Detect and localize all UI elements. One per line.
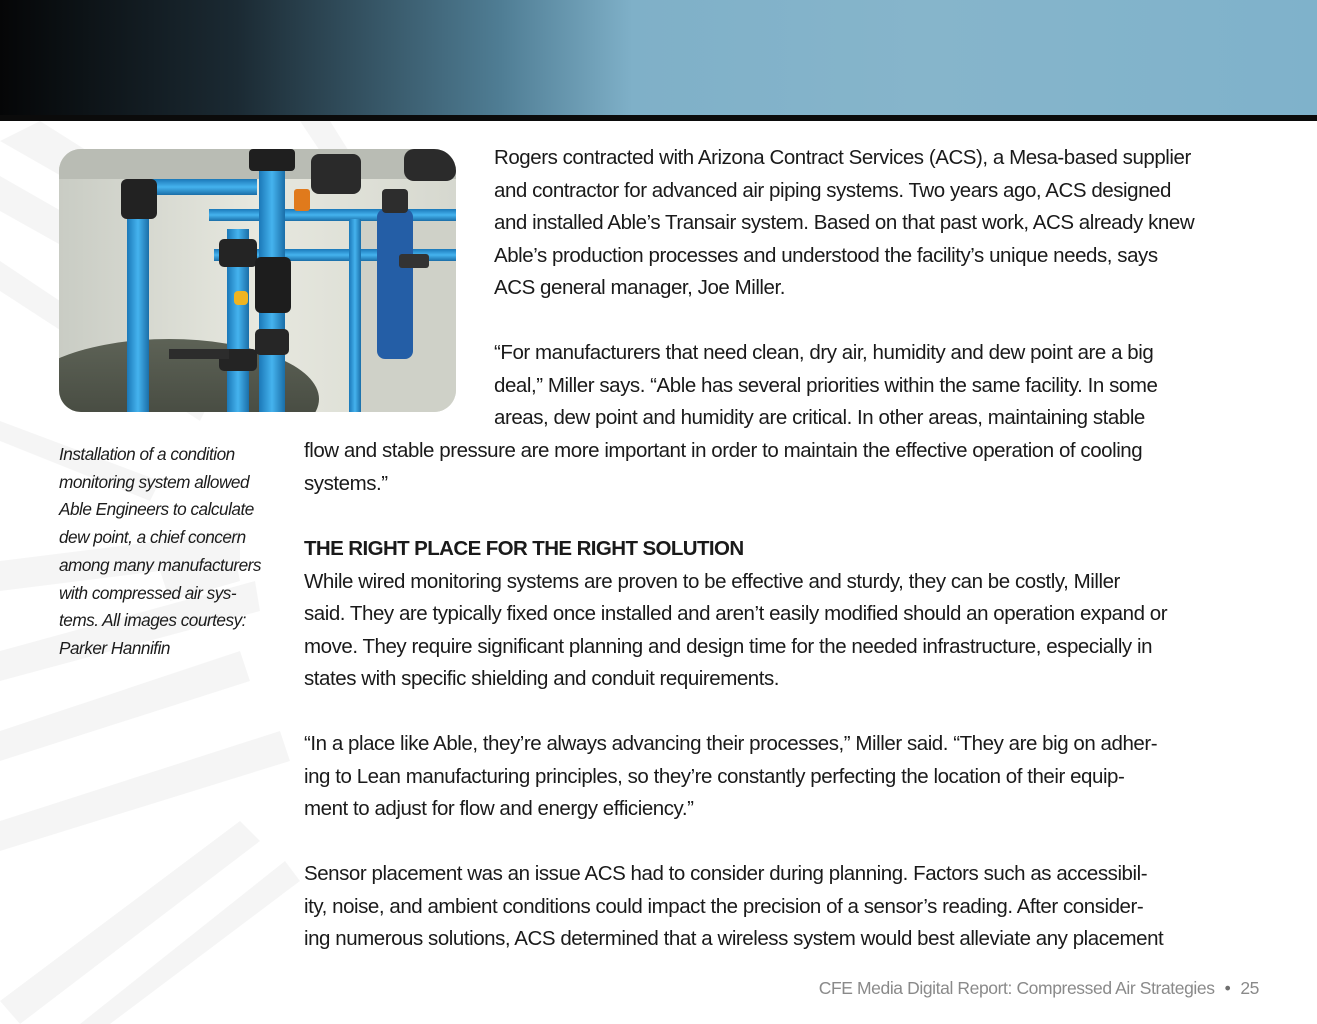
caption-line: dew point, a chief concern <box>59 527 246 548</box>
caption-line: Able Engineers to calculate <box>59 499 254 520</box>
footer-bullet: • <box>1224 978 1231 998</box>
caption-line: among many manufacturers <box>59 554 261 575</box>
caption-line: with compressed air sys- <box>59 582 237 603</box>
section-heading: THE RIGHT PLACE FOR THE RIGHT SOLUTION <box>304 537 744 560</box>
article-line: While wired monitoring systems are proven to be effective and sturdy, they can be costly, Miller <box>304 569 1120 593</box>
article-line: states with specific shielding and conduit requirements. <box>304 667 780 690</box>
article-line: and installed Able’s Transair system. Based on that past work, ACS already knew <box>494 211 1195 234</box>
article-paragraph <box>304 728 1157 826</box>
article-paragraph <box>304 858 1163 956</box>
article-line <box>494 305 1194 338</box>
page-number: 25 <box>1240 978 1259 998</box>
caption-line: Parker Hannifin <box>59 637 170 658</box>
header-banner <box>0 0 1317 115</box>
article-line: ing numerous solutions, ACS determined that a wireless system would best alleviate any placement <box>304 927 1164 950</box>
article-quote-continuation <box>304 435 1142 500</box>
article-line: ity, noise, and ambient conditions could impact the precision of a sensor’s reading. After consider- <box>304 894 1144 918</box>
article-line: ACS general manager, Joe Miller. <box>494 276 785 299</box>
article-line: Sensor placement was an issue ACS had to consider during planning. Factors such as accessibil- <box>304 862 1148 885</box>
article-line: “In a place like Able, they’re always advancing their processes,” Miller said. “They are big on adher- <box>304 732 1158 755</box>
footer-publication: CFE Media Digital Report: Compressed Air Strategies <box>818 978 1215 998</box>
article-line: Rogers contracted with Arizona Contract Services (ACS), a Mesa-based supplier <box>494 146 1191 169</box>
article-line: areas, dew point and humidity are critical. In other areas, maintaining stable <box>494 406 1145 429</box>
article-line: Able’s production processes and understood the facility’s unique needs, says <box>494 243 1158 267</box>
article-line: flow and stable pressure are more important in order to maintain the effective operation of cooling <box>304 439 1143 462</box>
caption-line: monitoring system allowed <box>59 471 250 492</box>
piping-photo <box>59 149 456 412</box>
compressed-air-piping-photo-icon <box>59 149 456 412</box>
article-line: and contractor for advanced air piping systems. Two years ago, ACS designed <box>494 178 1171 202</box>
article-line: move. They require significant planning and design time for the needed infrastructure, especially in <box>304 634 1153 658</box>
article-line: ment to adjust for flow and energy efficiency.” <box>304 797 694 820</box>
article-line: systems.” <box>304 471 388 495</box>
photo-caption <box>59 441 279 663</box>
article-line: said. They are typically fixed once installed and aren’t easily modified should an operation expand or <box>304 602 1168 625</box>
article-line: deal,” Miller says. “Able has several priorities within the same facility. In some <box>494 373 1158 397</box>
page-footer <box>819 978 1259 999</box>
article-column-top <box>494 142 1194 435</box>
caption-line: Installation of a condition <box>59 444 235 464</box>
caption-line: tems. All images courtesy: <box>59 610 246 631</box>
article-section <box>304 533 1167 696</box>
article-line: ing to Lean manufacturing principles, so they’re constantly perfecting the location of their equip- <box>304 764 1125 788</box>
article-line: “For manufacturers that need clean, dry air, humidity and dew point are a big <box>494 341 1154 364</box>
